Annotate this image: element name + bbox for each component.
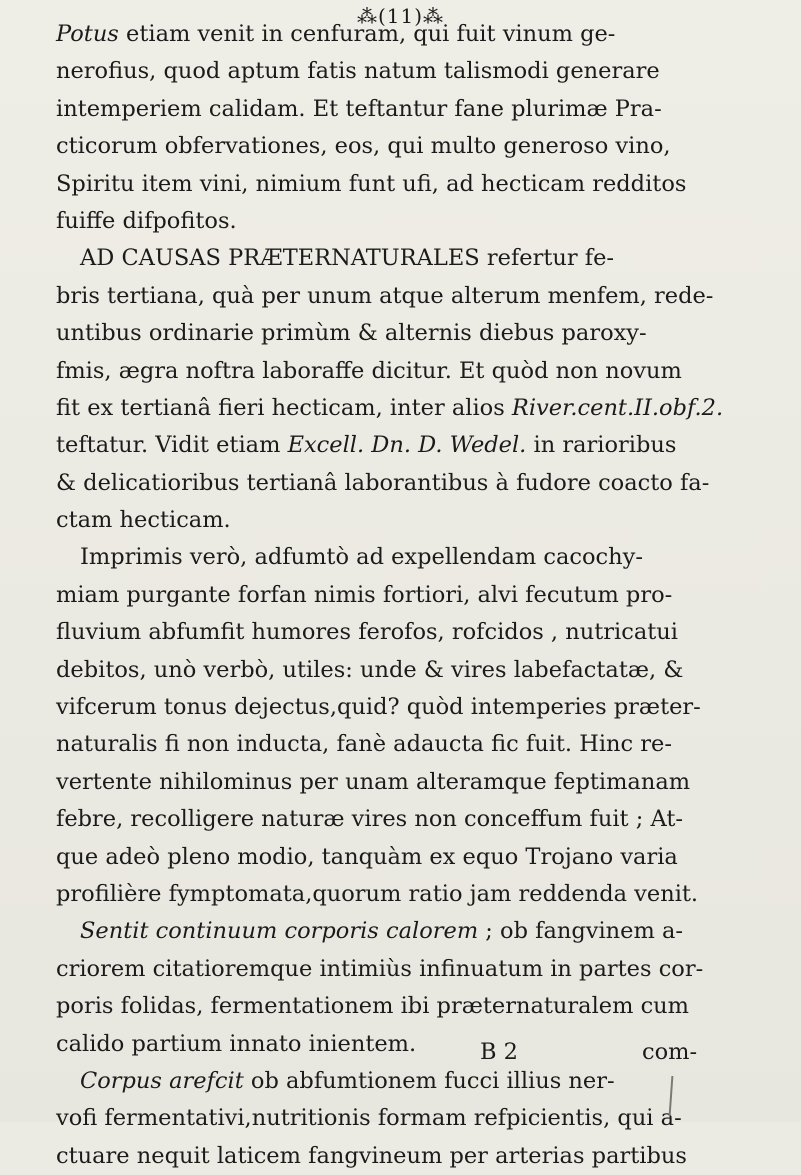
text-line bbox=[56, 278, 786, 315]
text-segment: bris tertiana, quà per unum atque alterum menfem, rede- bbox=[56, 282, 714, 309]
text-line bbox=[56, 465, 786, 502]
text-segment: Imprimis verò, adfumtò ad expellendam cacochy- bbox=[80, 544, 643, 571]
text-segment: poris folidas, fermentationem ibi præternaturalem cum bbox=[56, 993, 690, 1020]
text-line bbox=[56, 16, 786, 53]
text-line bbox=[56, 203, 786, 240]
text-line bbox=[56, 614, 786, 651]
text-segment: fit ex tertianâ fieri hecticam, inter alios bbox=[56, 394, 512, 421]
text-line bbox=[56, 390, 786, 427]
text-segment: in rarioribus bbox=[526, 432, 677, 459]
signature-mark: B 2 bbox=[480, 1039, 519, 1065]
text-line bbox=[56, 315, 786, 352]
text-segment: febre, recolligere naturæ vires non conceffum fuit ; At- bbox=[56, 806, 683, 833]
text-segment: fmis, ægra noftra laboraffe dicitur. Et quòd non novum bbox=[56, 357, 682, 384]
text-line bbox=[56, 240, 786, 277]
text-line bbox=[56, 689, 786, 726]
text-line bbox=[56, 764, 786, 801]
italic-text: Sentit continuum corporis calorem bbox=[80, 918, 479, 945]
text-segment: ctam hecticam. bbox=[56, 507, 231, 534]
text-segment: fluvium abfumfit humores ferofos, rofcidos , nutricatui bbox=[56, 619, 678, 646]
text-line bbox=[56, 166, 786, 203]
text-line bbox=[56, 876, 786, 913]
catchword: com- bbox=[642, 1039, 698, 1065]
text-segment: nerofius, quod aptum fatis natum talismodi generare bbox=[56, 58, 660, 85]
text-line bbox=[56, 427, 786, 464]
text-line bbox=[56, 951, 786, 988]
italic-text: River.cent.II.obf.2. bbox=[511, 394, 724, 421]
italic-text: Excell. Dn. D. Wedel. bbox=[287, 432, 527, 459]
text-segment: ; ob fangvinem a- bbox=[478, 918, 683, 945]
text-segment: miam purgante forfan nimis fortiori, alvi fecutum pro- bbox=[56, 581, 673, 608]
text-segment: Spiritu item vini, nimium funt ufi, ad hecticam redditos bbox=[56, 170, 687, 197]
text-line bbox=[56, 1100, 786, 1137]
text-segment: vifcerum tonus dejectus,quid? quòd intemperies præter- bbox=[56, 694, 701, 721]
text-line bbox=[56, 988, 786, 1025]
text-segment: que adeò pleno modio, tanquàm ex equo Trojano varia bbox=[56, 843, 678, 870]
text-line bbox=[56, 726, 786, 763]
text-line bbox=[56, 53, 786, 90]
text-segment: criorem citatioremque intimiùs infinuatum in partes cor- bbox=[56, 955, 704, 982]
text-segment: teftatur. Vidit etiam bbox=[56, 432, 288, 459]
text-segment: debitos, unò verbò, utiles: unde & vires labefactatæ, & bbox=[56, 656, 684, 683]
text-segment: ob abfumtionem fucci illius ner- bbox=[243, 1067, 615, 1094]
page-footer bbox=[480, 1034, 780, 1071]
text-line bbox=[56, 913, 786, 950]
text-line bbox=[56, 652, 786, 689]
text-segment: profilière fymptomata,quorum ratio jam reddenda venit. bbox=[56, 880, 699, 907]
page-number-header: ⁂(11)⁂ bbox=[356, 4, 445, 28]
text-line bbox=[56, 577, 786, 614]
text-segment: cticorum obfervationes, eos, qui multo generoso vino, bbox=[56, 133, 671, 160]
text-segment: ctuare nequit laticem fangvineum per arterias partibus bbox=[56, 1142, 687, 1169]
text-line bbox=[56, 353, 786, 390]
italic-text: Potus bbox=[56, 21, 119, 47]
italic-text: Corpus arefcit bbox=[80, 1067, 244, 1094]
text-segment: untibus ordinarie primùm & alternis diebus paroxy- bbox=[56, 320, 647, 347]
text-line bbox=[56, 502, 786, 539]
text-segment: naturalis fi non inducta, fanè adaucta fic fuit. Hinc re- bbox=[56, 731, 672, 758]
text-line bbox=[56, 128, 786, 165]
text-segment: fuiffe difpofitos. bbox=[56, 207, 237, 234]
text-line bbox=[56, 91, 786, 128]
text-segment: calido partium innato inientem. bbox=[56, 1030, 417, 1057]
text-line bbox=[56, 539, 786, 576]
text-body bbox=[56, 16, 786, 1175]
text-segment: etiam venit in cenfuram, qui fuit vinum ge- bbox=[118, 21, 616, 47]
text-segment: AD CAUSAS PRÆTERNATURALES refertur fe- bbox=[80, 245, 615, 272]
text-line bbox=[56, 801, 786, 838]
text-segment: vertente nihilominus per unam alteramque feptimanam bbox=[56, 768, 691, 795]
text-line bbox=[56, 1138, 786, 1175]
text-segment: vofi fermentativi,nutritionis formam refpicientis, qui a- bbox=[56, 1105, 682, 1132]
text-segment: & delicatioribus tertianâ laborantibus à fudore coacto fa- bbox=[56, 469, 710, 496]
text-segment: intemperiem calidam. Et teftantur fane plurimæ Pra- bbox=[56, 95, 662, 122]
text-line bbox=[56, 839, 786, 876]
